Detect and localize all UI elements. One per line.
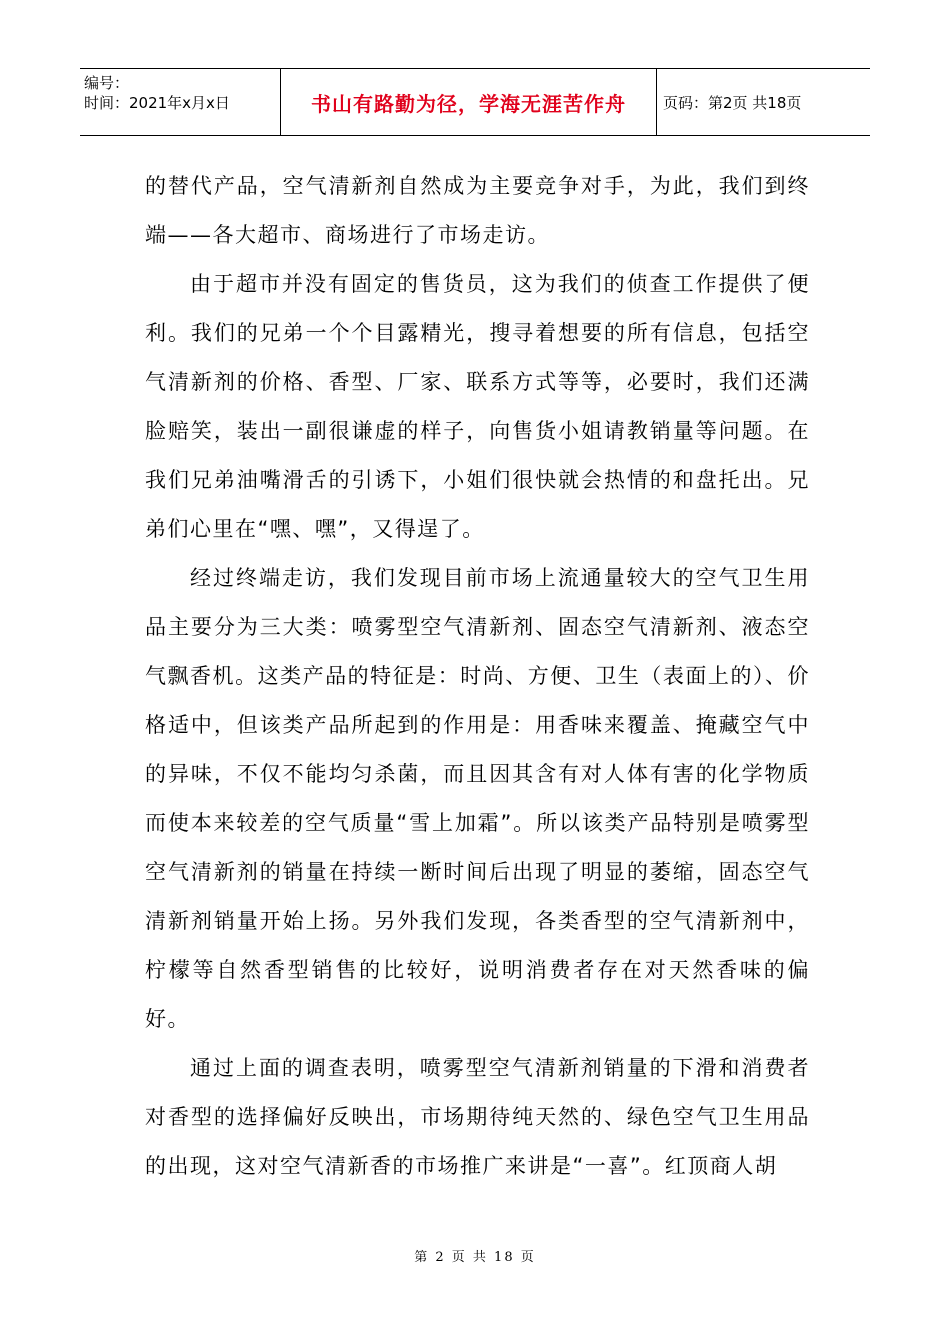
paragraph: 经过终端走访，我们发现目前市场上流通量较大的空气卫生用品主要分为三大类：喷雾型空气清新剂、固态空气清新剂、液态空气飘香机。这类产品的特征是：时尚、方便、卫生（表面上的）、价格适中，但该类产品所起到的作用是：用香味来覆盖、掩藏空气中的异味，不仅不能均匀杀菌，而且因其含有对人体有害的化学物质而使本来较差的空气质量“雪上加霜”。所以该类产品特别是喷雾型空气清新剂的销量在持续一断时间后出现了明显的萎缩，固态空气清新剂销量开始上扬。另外我们发现，各类香型的空气清新剂中，柠檬等自然香型销售的比较好，说明消费者存在对天然香味的偏好。	[145, 566, 810, 1031]
header-page-number: 页码：第2页 共18页	[663, 93, 802, 112]
document-number-label: 编号：	[84, 74, 130, 92]
paragraph: 通过上面的调查表明，喷雾型空气清新剂销量的下滑和消费者对香型的选择偏好反映出，市场期待纯天然的、绿色空气卫生用品的出现，这对空气清新香的市场推广来讲是“一喜”。红顶商人胡	[145, 1056, 810, 1178]
paragraph-continuation: 的替代产品，空气清新剂自然成为主要竞争对手，为此，我们到终端——各大超市、商场进行了市场走访。	[145, 174, 810, 247]
document-date-label: 时间：2021年x月x日	[84, 94, 230, 112]
page-footer: 第 2 页 共 18 页	[414, 1250, 536, 1265]
paragraph: 由于超市并没有固定的售货员，这为我们的侦查工作提供了便利。我们的兄弟一个个目露精光，搜寻着想要的所有信息，包括空气清新剂的价格、香型、厂家、联系方式等等，必要时，我们还满脸赔笑，装出一副很谦虚的样子，向售货小姐请教销量等问题。在我们兄弟油嘴滑舌的引诱下，小姐们很快就会热情的和盘托出。兄弟们心里在“嘿、嘿”，又得逞了。	[145, 272, 810, 541]
header-motto: 书山有路勤为径，学海无涯苦作舟	[281, 69, 657, 135]
document-body	[145, 162, 810, 1191]
page-header	[80, 68, 870, 136]
header-meta	[80, 69, 281, 135]
